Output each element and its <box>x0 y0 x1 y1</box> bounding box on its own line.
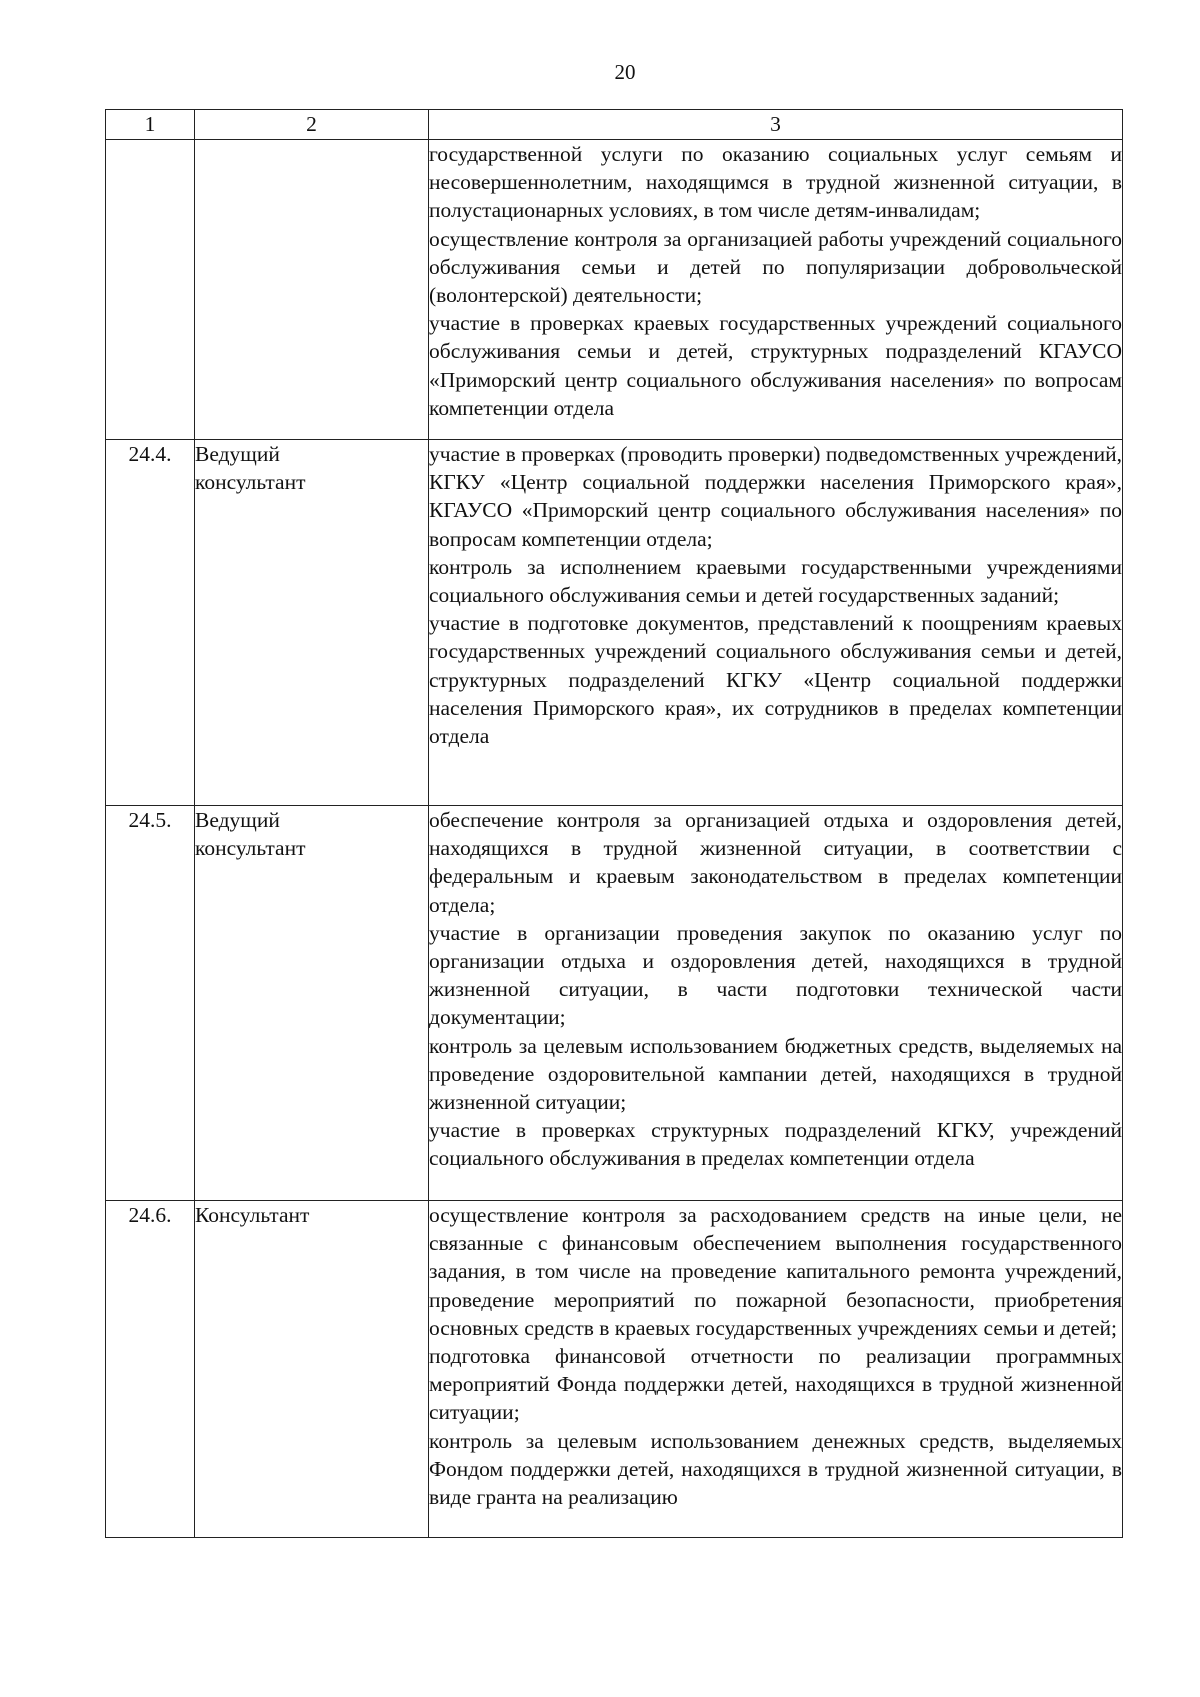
page-number: 20 <box>614 60 636 84</box>
position-line: Ведущий <box>195 442 280 466</box>
position-line: консультант <box>195 836 306 861</box>
position-title <box>195 140 429 440</box>
position-line: консультант <box>195 470 306 495</box>
duty-item: осуществление контроля за организацией работы учреждений социального обслуживания семьи и детей по популяризации добровольческой (волонтерской) деятельности; <box>429 226 1122 308</box>
duties-cell <box>429 1201 1123 1538</box>
duty-item: обеспечение контроля за организацией отдыха и оздоровления детей, находящихся в трудной жизненной ситуации, в соответствии с федеральным и краевым законодательством в пределах компетенции отдела; <box>429 808 1122 917</box>
table-header-row <box>106 110 1123 140</box>
duty-item: контроль за целевым использованием денежных средств, выделяемых Фондом поддержки детей, находящихся в трудной жизненной ситуации, в виде гранта на реализацию <box>429 1428 1122 1510</box>
position-title <box>195 1201 429 1538</box>
duty-item: участие в организации проведения закупок по оказанию услуг по организации отдыха и оздоровления детей, находящихся в трудной жизненной ситуации, в части подготовки технической части документации; <box>429 920 1122 1030</box>
duty-item: осуществление контроля за расходованием средств на иные цели, не связанные с финансовым обеспечением выполнения государственного задания, в том числе на проведение капитального ремонта учреждений, проведение мероприятий по пожарной безопасности, приобретения основных средств в краевых государственных учреждениях семьи и детей; <box>429 1203 1122 1340</box>
duties-cell <box>429 806 1123 1201</box>
table-row <box>106 806 1123 1201</box>
duties-cell <box>429 440 1123 806</box>
duties-table <box>105 109 1123 1538</box>
table-row <box>106 1201 1123 1538</box>
position-title <box>195 440 429 806</box>
duty-item: государственной услуги по оказанию социальных услуг семьям и несовершеннолетним, находящимся в трудной жизненной ситуации, в полустационарных условиях, в том числе детям-инвалидам; <box>429 142 1122 223</box>
position-line: Консультант <box>195 1203 310 1227</box>
duties-cell <box>429 140 1123 440</box>
duty-item: участие в подготовке документов, представлений к поощрениям краевых государственных учреждений социального обслуживания семьи и детей, структурных подразделений КГКУ «Центр социальной поддержки населения Приморского края», их сотрудников в пределах компетенции отдела <box>429 611 1122 749</box>
duty-item: контроль за исполнением краевыми государственными учреждениями социального обслуживания семьи и детей государственных заданий; <box>429 554 1122 608</box>
duty-item: участие в проверках (проводить проверки) подведомственных учреждений, КГКУ «Центр социальной поддержки населения Приморского края», КГАУСО «Приморский центр социального обслуживания населения» по вопросам компетенции отдела; <box>429 442 1122 551</box>
position-line: Ведущий <box>195 808 280 832</box>
header-cell: 3 <box>429 110 1123 140</box>
row-number: 24.4. <box>106 440 195 806</box>
row-number: 24.5. <box>106 806 195 1201</box>
row-number <box>106 140 195 440</box>
duty-item: подготовка финансовой отчетности по реализации программных мероприятий Фонда поддержки детей, находящихся в трудной жизненной ситуации; <box>429 1344 1122 1425</box>
duty-item: контроль за целевым использованием бюджетных средств, выделяемых на проведение оздоровительной кампании детей, находящихся в трудной жизненной ситуации; <box>429 1033 1122 1115</box>
duty-item: участие в проверках краевых государственных учреждений социального обслуживания семьи и детей, структурных подразделений КГАУСО «Приморский центр социального обслуживания населения» по вопросам компетенции отдела <box>429 311 1122 420</box>
position-title <box>195 806 429 1201</box>
header-cell: 2 <box>195 110 429 140</box>
header-cell: 1 <box>106 110 195 140</box>
duty-item: участие в проверках структурных подразделений КГКУ, учреждений социального обслуживания в пределах компетенции отдела <box>429 1118 1122 1171</box>
row-number: 24.6. <box>106 1201 195 1538</box>
table-row <box>106 140 1123 440</box>
table-row <box>106 440 1123 806</box>
